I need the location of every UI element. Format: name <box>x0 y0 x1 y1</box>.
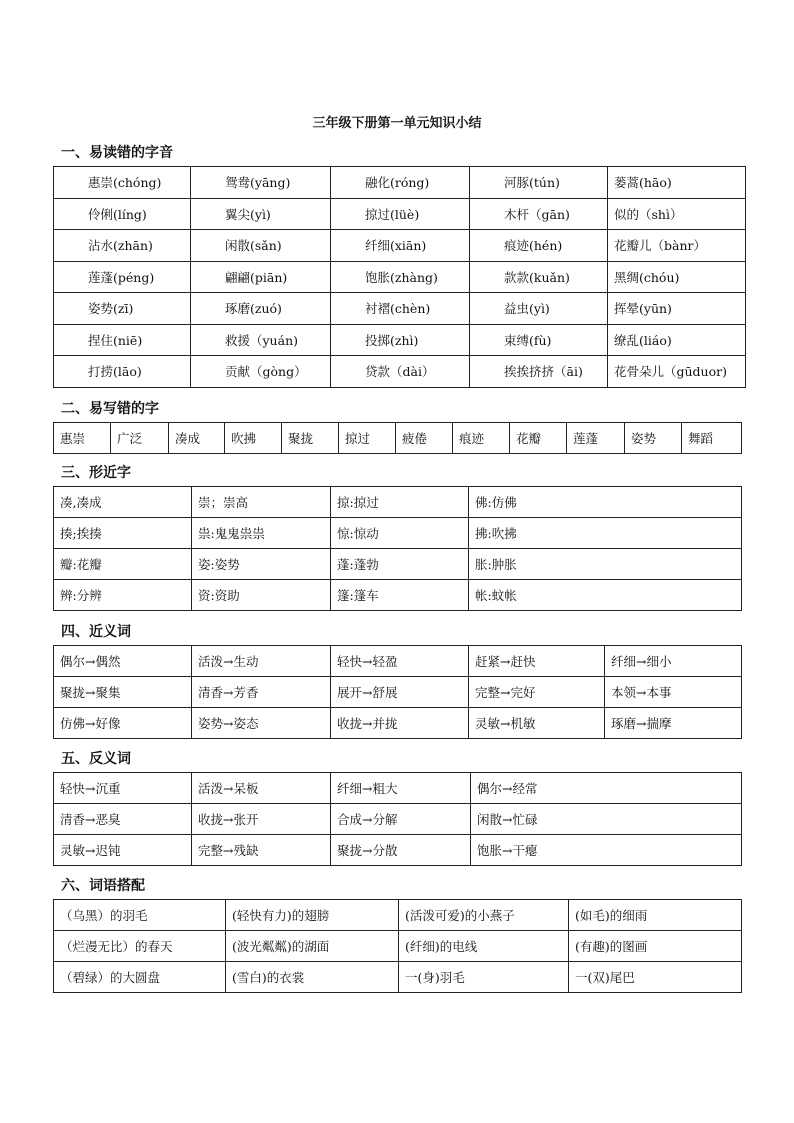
table-row <box>54 962 742 993</box>
table-row <box>54 677 742 708</box>
table-cell: 吹拂 <box>225 423 282 454</box>
table-cell: 挨挨挤挤（āi) <box>470 356 608 388</box>
table-cell: 清香→芳香 <box>192 677 331 708</box>
table-row <box>54 356 746 388</box>
table-cell: 灵敏→迟钝 <box>54 835 192 866</box>
table-cell: 揍;挨揍 <box>54 518 192 549</box>
table-row <box>54 900 742 931</box>
synonyms-table <box>53 645 742 739</box>
table-cell: 一(身)羽毛 <box>399 962 569 993</box>
table-cell: 闲散→忙碌 <box>471 804 742 835</box>
table-cell: 河豚(tún) <box>470 167 608 199</box>
table-row <box>54 487 742 518</box>
spelling-table <box>53 422 742 454</box>
table-cell: 融化(róng) <box>331 167 470 199</box>
table-cell: 打捞(lāo) <box>54 356 191 388</box>
section-heading-collocations: 六、词语搭配 <box>61 878 145 894</box>
table-cell: 莲蓬(péng) <box>54 261 191 293</box>
table-cell: 偶尔→经常 <box>471 773 742 804</box>
table-cell: (如毛)的细雨 <box>569 900 742 931</box>
table-cell: 聚拢→聚集 <box>54 677 192 708</box>
table-row <box>54 293 746 325</box>
table-cell: 鸳鸯(yāng) <box>191 167 331 199</box>
table-row <box>54 423 742 454</box>
table-cell: 活泼→生动 <box>192 646 331 677</box>
table-cell: （乌黑）的羽毛 <box>54 900 226 931</box>
table-cell: 姿势→姿态 <box>192 708 331 739</box>
table-cell: 翩翩(piān) <box>191 261 331 293</box>
table-row <box>54 773 742 804</box>
table-cell: 花瓣儿（bànr） <box>608 230 746 262</box>
table-cell: 款款(kuǎn) <box>470 261 608 293</box>
table-cell: 琢磨(zuó) <box>191 293 331 325</box>
table-cell: 木杆（gān) <box>470 198 608 230</box>
table-cell: 广泛 <box>111 423 169 454</box>
table-cell: 姿势(zī) <box>54 293 191 325</box>
table-cell: 花瓣 <box>510 423 567 454</box>
table-cell: 救援（yuán) <box>191 324 331 356</box>
table-row <box>54 804 742 835</box>
table-row <box>54 580 742 611</box>
table-cell: (有趣)的图画 <box>569 931 742 962</box>
table-cell: 贷款（dài） <box>331 356 470 388</box>
table-cell: 活泼→呆板 <box>192 773 331 804</box>
table-cell: 收拢→并拢 <box>331 708 469 739</box>
table-cell: 痕迹 <box>453 423 510 454</box>
section-heading-pronunciation: 一、易读错的字音 <box>61 145 173 161</box>
table-cell: 挥晕(yūn) <box>608 293 746 325</box>
table-cell: 花骨朵儿（gūduor) <box>608 356 746 388</box>
table-cell: 闲散(sǎn) <box>191 230 331 262</box>
table-cell: 饱胀(zhàng) <box>331 261 470 293</box>
table-cell: 沾水(zhān) <box>54 230 191 262</box>
table-cell: 衬褶(chèn) <box>331 293 470 325</box>
section-heading-similar-chars: 三、形近字 <box>61 465 131 481</box>
table-cell: 赶紧→赶快 <box>469 646 605 677</box>
table-row <box>54 167 746 199</box>
table-row <box>54 835 742 866</box>
table-cell: 痕迹(hén) <box>470 230 608 262</box>
table-cell: 掠:掠过 <box>331 487 469 518</box>
table-row <box>54 261 746 293</box>
table-cell: 清香→恶臭 <box>54 804 192 835</box>
section-heading-spelling: 二、易写错的字 <box>61 401 159 417</box>
table-cell: 祟:鬼鬼祟祟 <box>192 518 331 549</box>
similar-chars-table <box>53 486 742 611</box>
table-cell: 展开→舒展 <box>331 677 469 708</box>
table-cell: 惠崇 <box>54 423 111 454</box>
table-row <box>54 549 742 580</box>
table-cell: 灵敏→机敏 <box>469 708 605 739</box>
table-cell: 似的（shì） <box>608 198 746 230</box>
table-cell: (波光粼粼)的湖面 <box>226 931 399 962</box>
table-cell: 聚拢 <box>282 423 339 454</box>
table-cell: 轻快→轻盈 <box>331 646 469 677</box>
table-cell: (活泼可爱)的小燕子 <box>399 900 569 931</box>
table-cell: 纤细→细小 <box>605 646 742 677</box>
table-row <box>54 230 746 262</box>
table-cell: (纤细)的电线 <box>399 931 569 962</box>
table-cell: 掠过(lüè) <box>331 198 470 230</box>
table-cell: 收拢→张开 <box>192 804 331 835</box>
table-cell: 辨:分辨 <box>54 580 192 611</box>
table-cell: 益虫(yì) <box>470 293 608 325</box>
table-cell: 缭乱(liáo) <box>608 324 746 356</box>
table-cell: 惠崇(chóng) <box>54 167 191 199</box>
table-cell: 饱胀→干瘪 <box>471 835 742 866</box>
table-row <box>54 646 742 677</box>
table-cell: 篷:篷车 <box>331 580 469 611</box>
table-cell: 惊:惊动 <box>331 518 469 549</box>
table-cell: 胀:肿胀 <box>469 549 742 580</box>
table-cell: 纤细(xiān) <box>331 230 470 262</box>
table-cell: （烂漫无比）的春天 <box>54 931 226 962</box>
table-cell: 完整→残缺 <box>192 835 331 866</box>
table-row <box>54 518 742 549</box>
table-cell: 合成→分解 <box>331 804 471 835</box>
table-cell: 捏住(niē) <box>54 324 191 356</box>
table-cell: 投掷(zhì) <box>331 324 470 356</box>
table-row <box>54 708 742 739</box>
table-cell: 佛:仿佛 <box>469 487 742 518</box>
table-cell: 本领→本事 <box>605 677 742 708</box>
table-row <box>54 198 746 230</box>
table-cell: 翼尖(yì) <box>191 198 331 230</box>
table-row <box>54 324 746 356</box>
table-cell: 蒌蒿(hāo) <box>608 167 746 199</box>
collocations-table <box>53 899 742 993</box>
table-cell: 蓬:蓬勃 <box>331 549 469 580</box>
table-cell: 凑,凑成 <box>54 487 192 518</box>
antonyms-table <box>53 772 742 866</box>
table-cell: 姿:姿势 <box>192 549 331 580</box>
table-cell: 帐:蚊帐 <box>469 580 742 611</box>
table-cell: 瓣:花瓣 <box>54 549 192 580</box>
table-cell: 疲倦 <box>396 423 453 454</box>
table-cell: (雪白)的衣裳 <box>226 962 399 993</box>
table-cell: 掠过 <box>339 423 396 454</box>
table-cell: 舞蹈 <box>682 423 742 454</box>
table-cell: 束缚(fù) <box>470 324 608 356</box>
table-cell: 拂:吹拂 <box>469 518 742 549</box>
table-row <box>54 931 742 962</box>
table-cell: 贡献（gòng） <box>191 356 331 388</box>
table-cell: 一(双)尾巴 <box>569 962 742 993</box>
table-cell: 资:资助 <box>192 580 331 611</box>
table-cell: 轻快→沉重 <box>54 773 192 804</box>
page-title: 三年级下册第一单元知识小结 <box>312 116 482 131</box>
table-cell: 琢磨→揣摩 <box>605 708 742 739</box>
table-cell: 完整→完好 <box>469 677 605 708</box>
table-cell: 偶尔→偶然 <box>54 646 192 677</box>
table-cell: 聚拢→分散 <box>331 835 471 866</box>
table-cell: 姿势 <box>625 423 682 454</box>
pronunciation-table <box>53 166 746 388</box>
table-cell: 莲蓬 <box>567 423 625 454</box>
table-cell: 伶俐(líng) <box>54 198 191 230</box>
table-cell: 黑绸(chóu) <box>608 261 746 293</box>
table-cell: 崇；崇高 <box>192 487 331 518</box>
table-cell: （碧绿）的大圆盘 <box>54 962 226 993</box>
section-heading-antonyms: 五、反义词 <box>61 751 131 767</box>
table-cell: (轻快有力)的翅膀 <box>226 900 399 931</box>
table-cell: 仿佛→好像 <box>54 708 192 739</box>
table-cell: 凑成 <box>169 423 225 454</box>
section-heading-synonyms: 四、近义词 <box>61 624 131 640</box>
table-cell: 纤细→粗大 <box>331 773 471 804</box>
